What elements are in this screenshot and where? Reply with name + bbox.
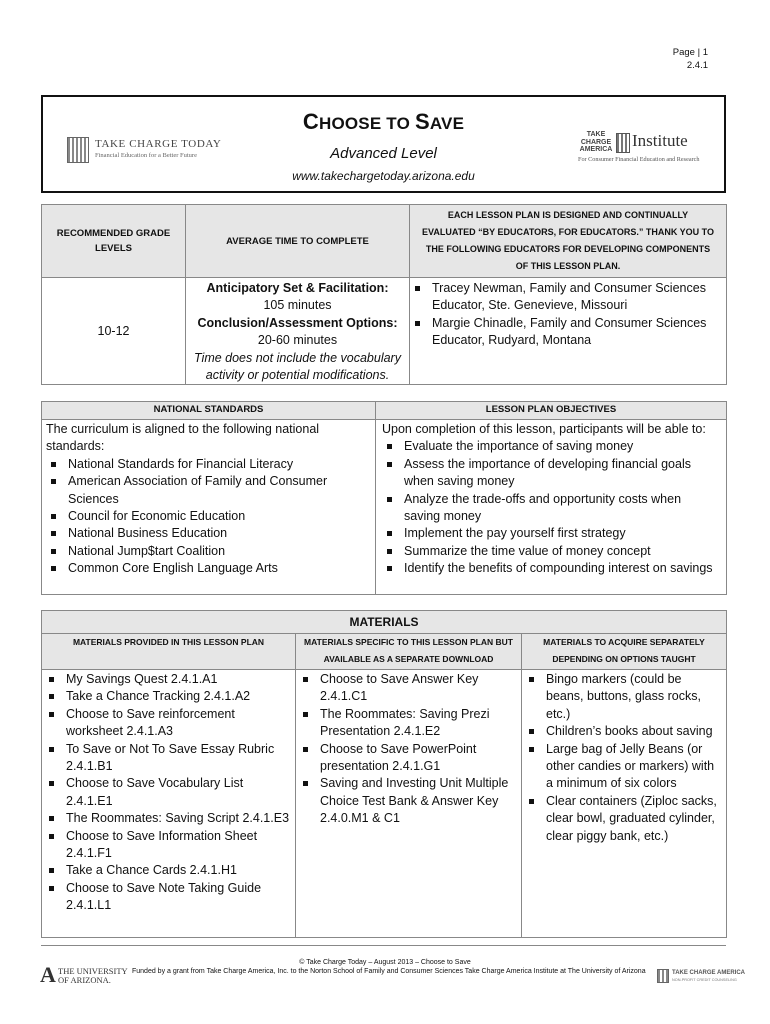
list-item: Margie Chinadle, Family and Consumer Sciences Educator, Rudyard, Montana: [410, 315, 720, 350]
grade-levels-header: RECOMMENDED GRADE LEVELS: [42, 205, 186, 278]
take-charge-today-logo: TAKE CHARGE TODAY Financial Education for a Better Future: [67, 137, 227, 163]
time-header: AVERAGE TIME TO COMPLETE: [186, 205, 410, 278]
page-label: Page | 1: [672, 47, 708, 58]
list-item: Choose to Save Information Sheet 2.4.1.F1: [44, 828, 291, 863]
time-details: Anticipatory Set & Facilitation: 105 minutes Conclusion/Assessment Options: 20-60 minutes Time does not include the vocabulary activity or potential modifications.: [186, 278, 410, 385]
list-item: My Savings Quest 2.4.1.A1: [44, 671, 291, 688]
list-item: Council for Economic Education: [46, 508, 371, 525]
list-item: Large bag of Jelly Beans (or other candies or markers) with a minimum of six colors: [524, 741, 722, 793]
list-item: Children’s books about saving: [524, 723, 722, 740]
educators-list: [410, 278, 727, 385]
overview-table: [41, 204, 727, 385]
list-item: Assess the importance of developing financial goals when saving money: [382, 456, 720, 491]
footer-divider: [41, 945, 726, 946]
list-item: Bingo markers (could be beans, buttons, glass rocks, etc.): [524, 671, 722, 723]
list-item: The Roommates: Saving Script 2.4.1.E3: [44, 810, 291, 827]
materials-provided-header: MATERIALS PROVIDED IN THIS LESSON PLAN: [42, 634, 296, 670]
tca-logo-icon: [657, 969, 669, 983]
footer-copyright: © Take Charge Today – August 2013 – Choose to Save: [299, 959, 471, 966]
list-item: Choose to Save Answer Key 2.4.1.C1: [298, 671, 517, 706]
list-item: Clear containers (Ziploc sacks, clear bowl, graduated cylinder, clear piggy bank, etc.): [524, 793, 722, 845]
educators-header: EACH LESSON PLAN IS DESIGNED AND CONTINUALLY EVALUATED “BY EDUCATORS, FOR EDUCATORS.” THANK YOU TO THE FOLLOWING EDUCATORS FOR DEVELOPING COMPONENTS OF THIS LESSON PLAN.: [410, 205, 727, 278]
page-title: CHOOSE TO SAVE: [302, 109, 465, 134]
take-charge-america-logo: TAKE CHARGE AMERICA NON-PROFIT CREDIT COUNSELING: [657, 967, 742, 987]
list-item: Summarize the time value of money concept: [382, 543, 720, 560]
national-standards-header: NATIONAL STANDARDS: [42, 402, 376, 420]
institute-logo-icon: [616, 133, 630, 153]
materials-provided-list: [42, 670, 296, 938]
lesson-code: 2.4.1: [686, 60, 708, 71]
materials-acquire-header: MATERIALS TO ACQUIRE SEPARATELY DEPENDING ON OPTIONS TAUGHT: [522, 634, 727, 670]
list-item: National Standards for Financial Literacy: [46, 456, 371, 473]
objectives-header: LESSON PLAN OBJECTIVES: [376, 402, 727, 420]
lesson-objectives: Upon completion of this lesson, participants will be able to: Evaluate the importance of saving money Assess the importance of developing financial goals when saving money Analyze the trade-offs and opportunity costs when saving money Implement the pay yourself first strategy Summarize the time value of money concept Identify the benefits of compounding interest on savings: [376, 420, 727, 595]
university-of-arizona-logo: A THE UNIVERSITY OF ARIZONA.: [40, 962, 128, 987]
list-item: National Business Education: [46, 525, 371, 542]
page-number: [673, 46, 708, 72]
list-item: Evaluate the importance of saving money: [382, 438, 720, 455]
list-item: Choose to Save PowerPoint presentation 2.4.1.G1: [298, 741, 517, 776]
national-standards: The curriculum is aligned to the following national standards: National Standards for Financial Literacy American Association of Family and Consumer Sciences Council for Economic Education National Business Education National Jump$tart Coalition Common Core English Language Arts: [42, 420, 376, 595]
materials-header: MATERIALS: [42, 611, 727, 634]
materials-acquire-list: [522, 670, 727, 938]
footer-funding: Funded by a grant from Take Charge America, Inc. to the Norton School of Family and Consumer Sciences Take Charge America Institute at The University of Arizona: [132, 968, 646, 975]
arizona-a-icon: A: [40, 962, 56, 987]
grade-value: 10-12: [42, 278, 186, 385]
list-item: Saving and Investing Unit Multiple Choice Test Bank & Answer Key 2.4.0.M1 & C1: [298, 775, 517, 827]
institute-logo: TAKE CHARGE AMERICA Institute For Consumer Financial Education and Research: [578, 131, 700, 163]
list-item: Tracey Newman, Family and Consumer Sciences Educator, Ste. Genevieve, Missouri: [410, 280, 720, 315]
list-item: American Association of Family and Consumer Sciences: [46, 473, 371, 508]
list-item: Identify the benefits of compounding interest on savings: [382, 560, 720, 577]
materials-download-header: MATERIALS SPECIFIC TO THIS LESSON PLAN BUT AVAILABLE AS A SEPARATE DOWNLOAD: [296, 634, 522, 670]
standards-objectives-table: [41, 401, 727, 595]
list-item: The Roommates: Saving Prezi Presentation 2.4.1.E2: [298, 706, 517, 741]
list-item: To Save or Not To Save Essay Rubric 2.4.1.B1: [44, 741, 291, 776]
materials-table: [41, 610, 727, 938]
list-item: National Jump$tart Coalition: [46, 543, 371, 560]
page-subtitle: Advanced Level: [330, 145, 437, 162]
title-block: [41, 95, 726, 193]
list-item: Choose to Save Note Taking Guide 2.4.1.L1: [44, 880, 291, 915]
list-item: Analyze the trade-offs and opportunity costs when saving money: [382, 491, 720, 526]
list-item: Take a Chance Tracking 2.4.1.A2: [44, 688, 291, 705]
list-item: Common Core English Language Arts: [46, 560, 371, 577]
list-item: Take a Chance Cards 2.4.1.H1: [44, 862, 291, 879]
materials-download-list: [296, 670, 522, 938]
website-url: www.takechargetoday.arizona.edu: [292, 169, 475, 183]
list-item: Implement the pay yourself first strategy: [382, 525, 720, 542]
list-item: Choose to Save reinforcement worksheet 2.4.1.A3: [44, 706, 291, 741]
list-item: Choose to Save Vocabulary List 2.4.1.E1: [44, 775, 291, 810]
